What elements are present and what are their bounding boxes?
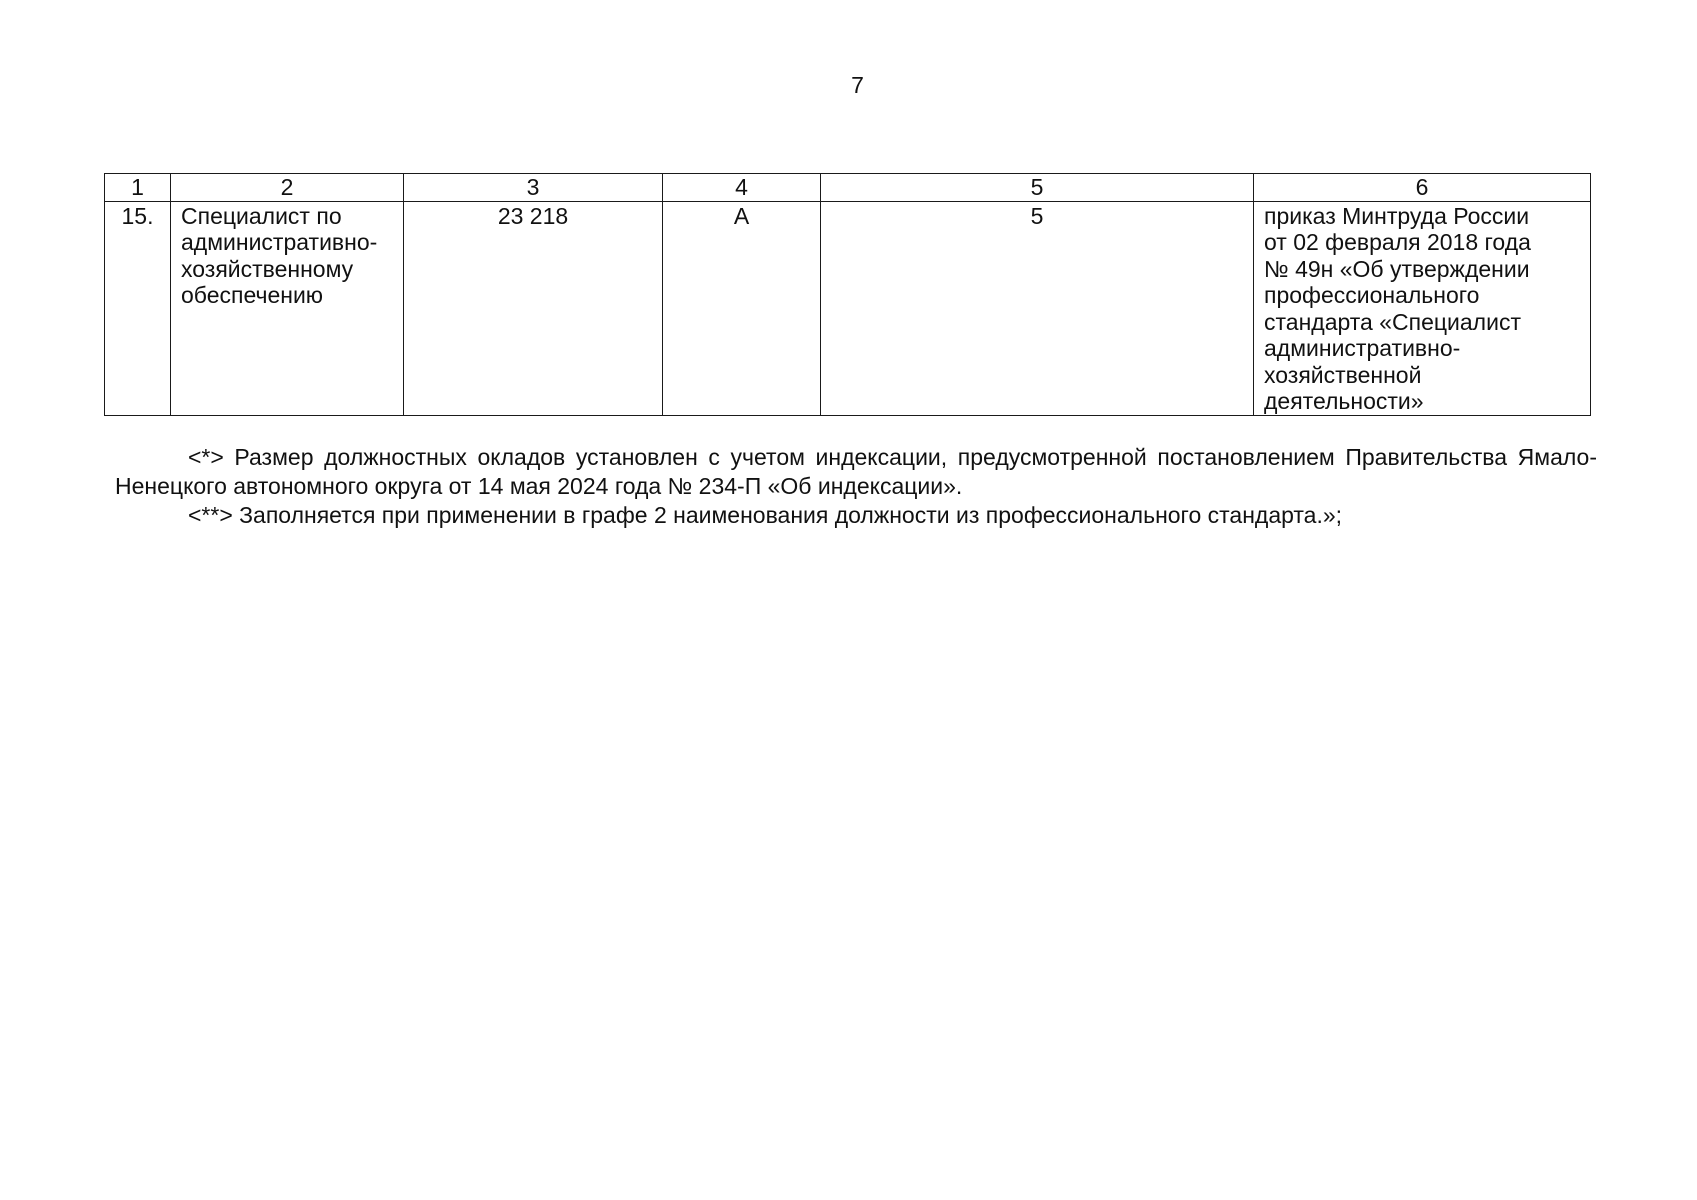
column-header-2: 2	[171, 174, 404, 202]
qualification-code-cell: А	[663, 201, 821, 415]
row-number-cell: 15.	[105, 201, 171, 415]
standard-line: № 49н «Об утверждении	[1264, 255, 1530, 282]
standard-line: хозяйственной	[1264, 361, 1422, 388]
table-row	[105, 201, 1591, 415]
position-name-line: хозяйственному	[181, 255, 354, 282]
footnotes	[115, 443, 1597, 530]
standard-line: профессионального	[1264, 282, 1480, 308]
standard-line: административно-	[1264, 335, 1461, 361]
qualification-level-cell: 5	[821, 201, 1254, 415]
standard-line: приказ Минтруда России	[1264, 202, 1530, 229]
standard-line: стандарта «Специалист	[1264, 308, 1521, 335]
column-header-5: 5	[821, 174, 1254, 202]
staff-table	[104, 173, 1591, 416]
standard-line: деятельности»	[1264, 388, 1424, 414]
footnote-salary-indexation: <*> Размер должностных окладов установлен с учетом индексации, предусмотренной постановлением Правительства Ямало-Ненецкого автономного округа от 14 мая 2024 года № 234-П «Об индексации».	[115, 444, 1597, 499]
page-number: 7	[851, 72, 864, 98]
position-name-line: обеспечению	[181, 282, 324, 308]
salary-cell: 23 218	[404, 201, 663, 415]
table-header-row	[105, 174, 1591, 202]
position-name-line: административно-	[181, 229, 378, 255]
position-name-line: Специалист по	[181, 202, 342, 229]
column-header-1: 1	[105, 174, 171, 202]
professional-standard-cell	[1254, 201, 1591, 415]
column-header-3: 3	[404, 174, 663, 202]
footnote-professional-standard: <**> Заполняется при применении в графе 2 наименования должности из профессионального стандарта.»;	[188, 502, 1343, 528]
column-header-6: 6	[1254, 174, 1591, 202]
position-name-cell	[171, 201, 404, 415]
standard-line: от 02 февраля 2018 года	[1264, 229, 1531, 255]
column-header-4: 4	[663, 174, 821, 202]
